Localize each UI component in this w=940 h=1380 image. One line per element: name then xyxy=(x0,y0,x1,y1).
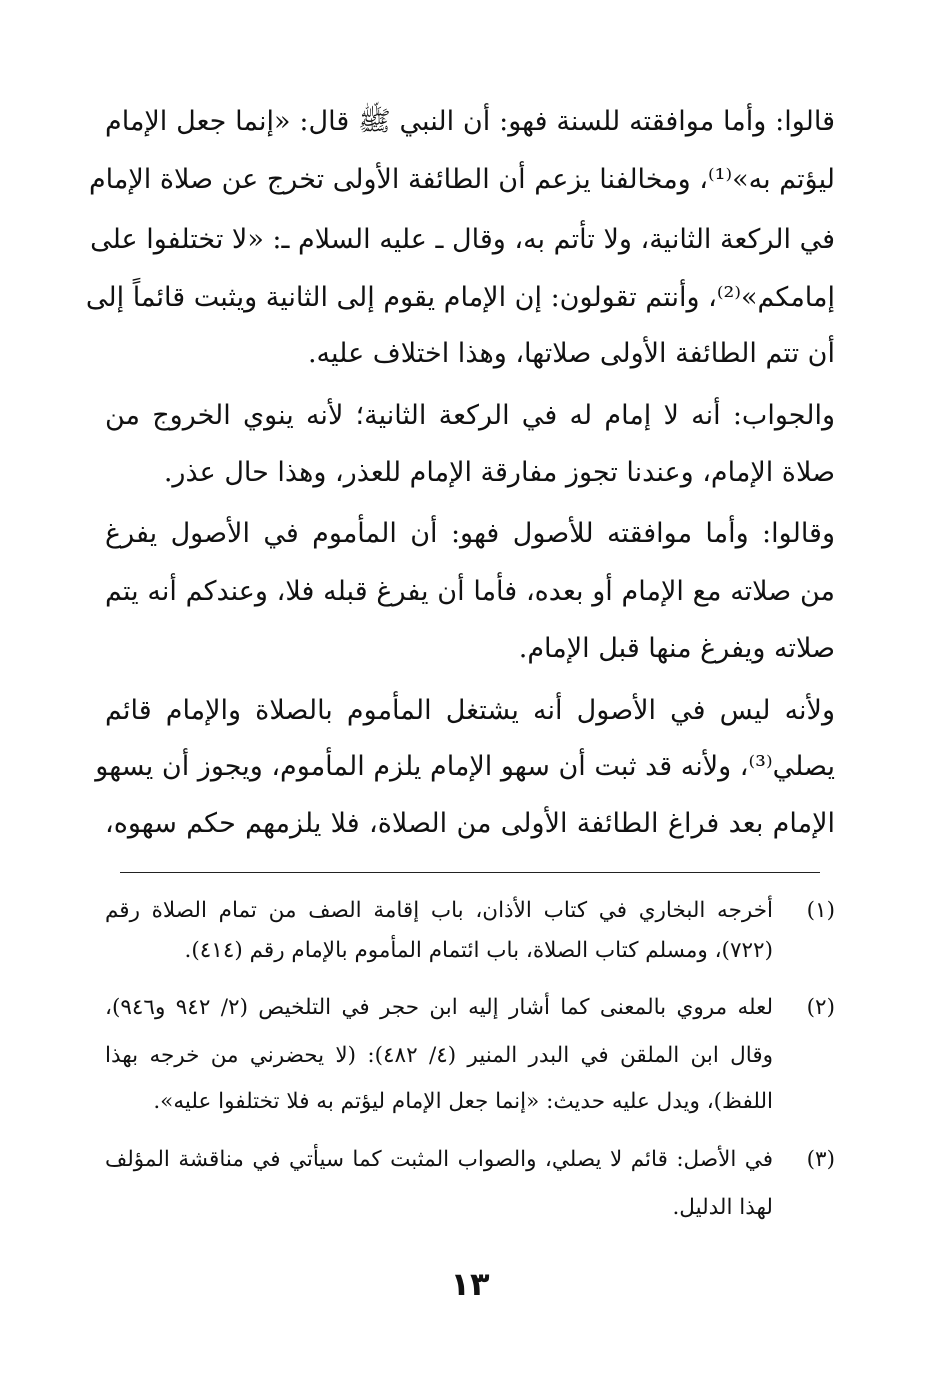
footnote-3 xyxy=(105,1146,835,1220)
text-line: صلاته ويفرغ منها قبل الإمام. xyxy=(518,633,835,664)
text-line: صلاة الإمام، وعندنا تجوز مفارقة الإمام للعذر، وهذا حال عذر. xyxy=(163,457,835,488)
text-line: الإمام بعد فراغ الطائفة الأولى من الصلاة، فلا يلزمهم حكم سهوه، xyxy=(105,808,835,839)
text-line: وقالوا: وأما موافقته للأصول فهو: أن المأموم في الأصول يفرغ xyxy=(105,518,835,549)
text-line: في الركعة الثانية، ولا تأتم به، وقال ـ عليه السلام ـ: «لا تختلفوا على xyxy=(90,224,835,255)
footnote-line: في الأصل: قائم لا يصلي، والصواب المثبت كما سيأتي في مناقشة المؤلف xyxy=(105,1147,773,1172)
footnote-line: لعله مروي بالمعنى كما أشار إليه ابن حجر في التلخيص (٢/ ٩٤٢ و٩٤٦)، xyxy=(105,995,774,1020)
text-line: يصلي⁽³⁾، ولأنه قد ثبت أن سهو الإمام يلزم المأموم، ويجوز أن يسهو xyxy=(95,751,835,782)
footnote-number: (١) xyxy=(806,898,835,923)
footnote-number: (٢) xyxy=(806,995,835,1020)
text-line: قالوا: وأما موافقته للسنة فهو: أن النبي ﷺ قال: «إنما جعل الإمام xyxy=(105,106,835,137)
text-line: أن تتم الطائفة الأولى صلاتها، وهذا اختلاف عليه. xyxy=(307,338,835,369)
footnote-line: وقال ابن الملقن في البدر المنير (٤/ ٤٨٢): (لا يحضرني من خرجه بهذا xyxy=(105,1043,773,1068)
footnote-1 xyxy=(105,897,835,963)
footnote-line: اللفظ)، ويدل عليه حديث: «إنما جعل الإمام ليؤتم به فلا تختلفوا عليه». xyxy=(153,1089,773,1114)
footnote-2 xyxy=(105,994,835,1114)
footnote-line: أخرجه البخاري في كتاب الأذان، باب إقامة الصف من تمام الصلاة رقم xyxy=(105,898,773,923)
text-line: والجواب: أنه لا إمام له في الركعة الثانية؛ لأنه ينوي الخروج من xyxy=(105,400,835,431)
footnote-line: لهذا الدليل. xyxy=(672,1195,773,1220)
footnote-line: (٧٢٢)، ومسلم كتاب الصلاة، باب ائتمام المأموم بالإمام رقم (٤١٤). xyxy=(184,938,773,963)
text-line: ولأنه ليس في الأصول أنه يشتغل المأموم بالصلاة والإمام قائم xyxy=(105,695,835,726)
text-line: من صلاته مع الإمام أو بعده، فأما أن يفرغ قبله فلا، وعندكم أنه يتم xyxy=(105,576,835,607)
footnote-number: (٣) xyxy=(806,1147,835,1172)
text-line: ليؤتم به»⁽¹⁾، ومخالفنا يزعم أن الطائفة الأولى تخرج عن صلاة الإمام xyxy=(88,164,835,195)
page-number: ١٣ xyxy=(450,1265,490,1303)
text-line: إمامكم»⁽²⁾، وأنتم تقولون: إن الإمام يقوم إلى الثانية ويثبت قائماً إلى xyxy=(85,282,835,313)
footnote-separator xyxy=(120,872,820,873)
